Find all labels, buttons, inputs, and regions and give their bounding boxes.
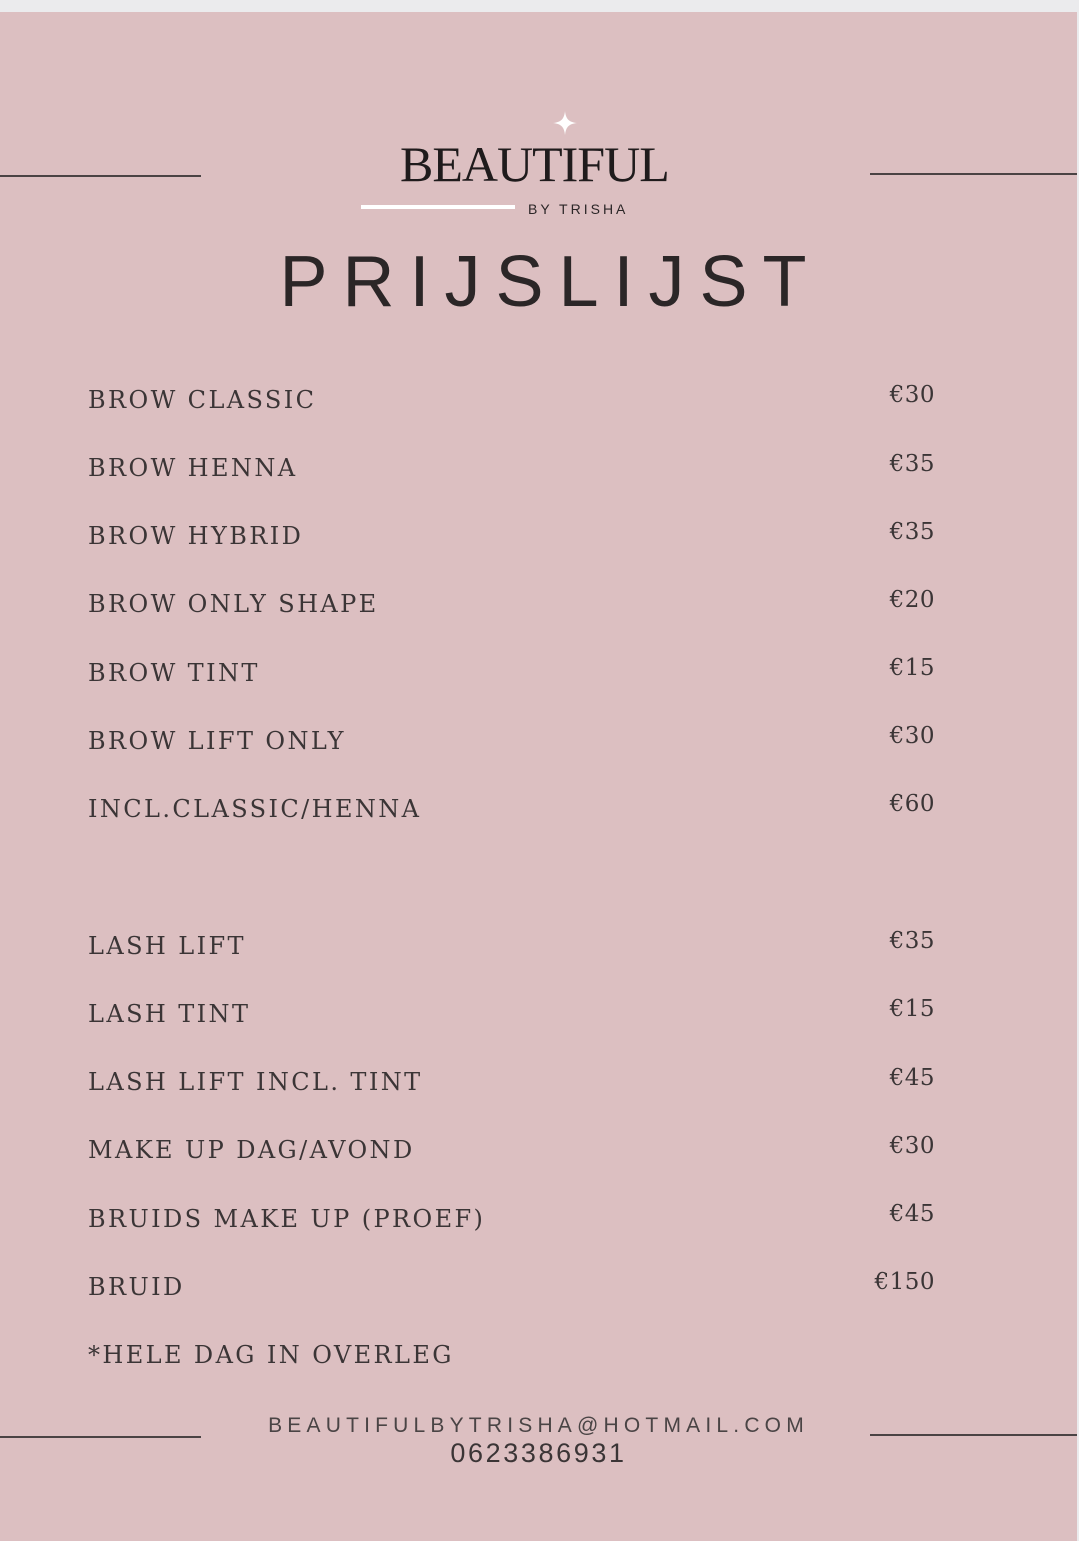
bottom-left-divider: [0, 1436, 201, 1438]
service-price: €150: [874, 1269, 935, 1295]
service-price: €30: [889, 1133, 935, 1159]
service-name: BRUIDS MAKE UP (PROEF): [88, 1205, 486, 1233]
top-right-divider: [870, 173, 1077, 175]
service-price: €20: [889, 587, 935, 613]
service-price: €35: [889, 451, 935, 477]
footnote: *HELE DAG IN OVERLEG: [88, 1341, 454, 1369]
service-name: MAKE UP DAG/AVOND: [88, 1136, 415, 1164]
brand-logo-name: BEAUTIFUL: [400, 136, 669, 192]
service-name: BROW CLASSIC: [88, 386, 317, 414]
service-name: BROW ONLY SHAPE: [88, 590, 379, 618]
service-price: €35: [889, 519, 935, 545]
price-list-page: [0, 12, 1077, 1541]
service-price: €45: [889, 1201, 935, 1227]
service-name: LASH LIFT: [88, 932, 246, 960]
page-title: PRIJSLIJST: [279, 242, 822, 322]
logo-underline: [361, 205, 515, 209]
contact-phone: 0623386931: [450, 1438, 627, 1468]
service-name: BRUID: [88, 1273, 185, 1301]
service-name: BROW LIFT ONLY: [88, 727, 346, 755]
sparkle-icon: [553, 111, 577, 135]
service-name: BROW HYBRID: [88, 522, 304, 550]
service-price: €45: [889, 1065, 935, 1091]
service-name: BROW HENNA: [88, 454, 298, 482]
top-left-divider: [0, 175, 201, 177]
service-price: €30: [889, 723, 935, 749]
service-name: INCL.CLASSIC/HENNA: [88, 795, 422, 823]
service-price: €35: [889, 928, 935, 954]
brand-tagline: BY TRISHA: [528, 201, 629, 217]
service-price: €60: [889, 791, 935, 817]
service-price: €15: [889, 996, 935, 1022]
service-name: BROW TINT: [88, 659, 260, 687]
service-price: €30: [889, 382, 935, 408]
contact-email: BEAUTIFULBYTRISHA@HOTMAIL.COM: [268, 1414, 809, 1437]
service-price: €15: [889, 655, 935, 681]
service-name: LASH LIFT INCL. TINT: [88, 1068, 423, 1096]
service-name: LASH TINT: [88, 1000, 251, 1028]
